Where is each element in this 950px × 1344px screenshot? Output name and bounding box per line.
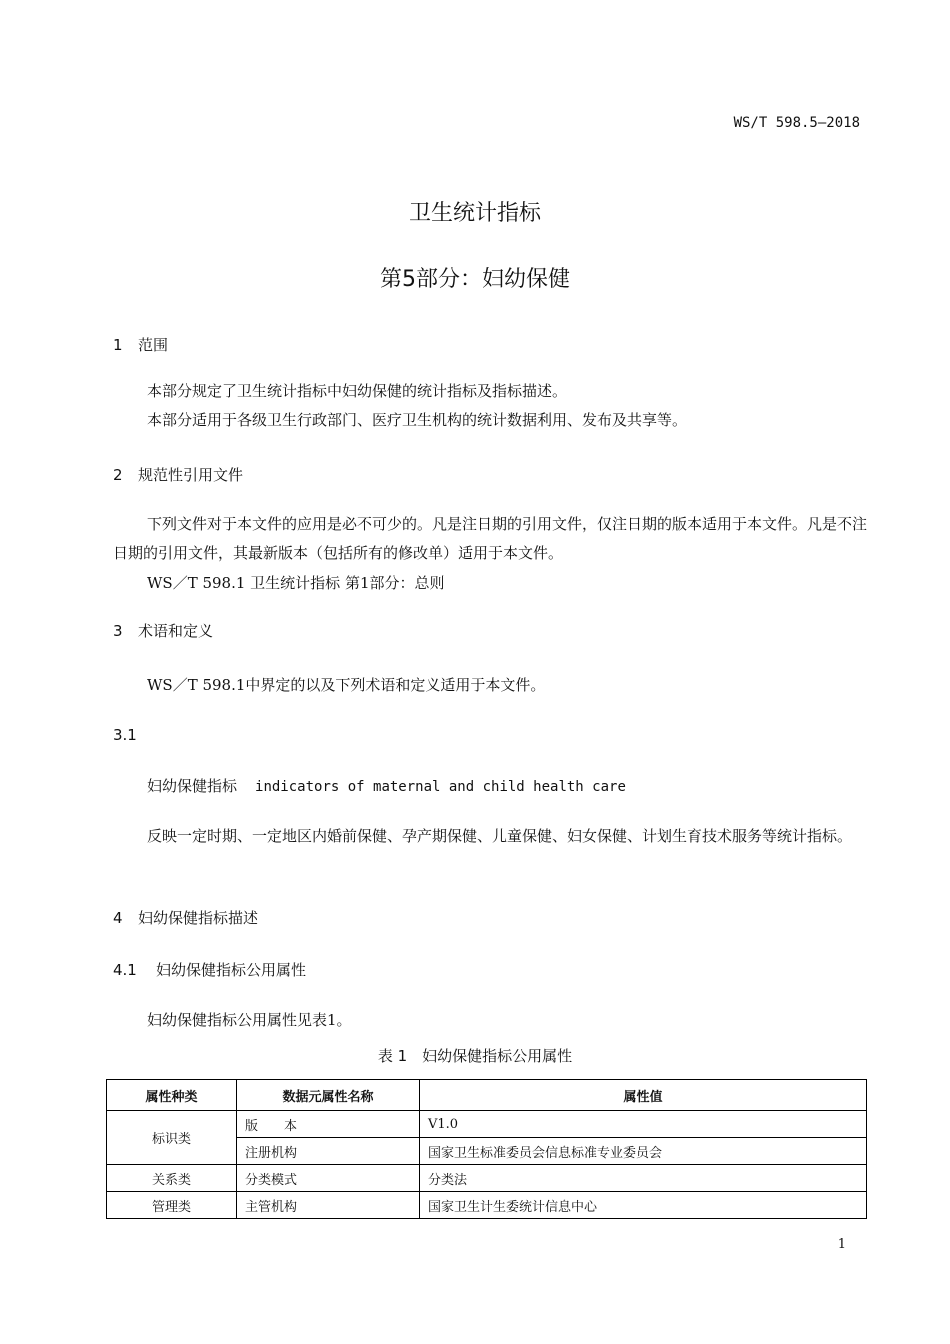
table-row: [107, 1165, 867, 1192]
section-number: 3: [113, 622, 123, 640]
attributes-table: [106, 1079, 867, 1219]
attribute-category: 关系类: [107, 1165, 237, 1192]
subsection-4-1-heading: [113, 959, 306, 980]
attribute-category: 管理类: [107, 1192, 237, 1219]
attribute-value: 国家卫生标准委员会信息标准专业委员会: [420, 1138, 867, 1165]
table-header-row: [107, 1080, 867, 1111]
attribute-name: 主管机构: [237, 1192, 420, 1219]
term-chinese: 妇幼保健指标: [147, 777, 238, 795]
section-number: 2: [113, 466, 123, 484]
table-row: [107, 1192, 867, 1219]
section-2-heading: [113, 464, 243, 485]
table-row: [107, 1111, 867, 1138]
section-number: 1: [113, 336, 123, 354]
attribute-value: 国家卫生计生委统计信息中心: [420, 1192, 867, 1219]
subsection-3-1-number: 3.1: [113, 726, 137, 744]
attribute-category: 标识类: [107, 1111, 237, 1165]
document-subtitle: 第5部分：妇幼保健: [380, 267, 570, 292]
section-title: 范围: [138, 336, 169, 354]
attribute-value: V1.0: [420, 1111, 867, 1138]
section-title: 妇幼保健指标描述: [138, 909, 259, 927]
page-number: 1: [837, 1237, 846, 1252]
term-definition: 反映一定时期、一定地区内婚前保健、孕产期保健、儿童保健、妇女保健、计划生育技术服务等统计指标。: [147, 827, 853, 845]
section-title: 规范性引用文件: [138, 466, 244, 484]
term-english: indicators of maternal and child health care: [255, 779, 626, 795]
section-1-heading: [113, 334, 168, 355]
section-2-paragraph-1: 下列文件对于本文件的应用是必不可少的。凡是注日期的引用文件，仅注日期的版本适用于本文件。凡是不注日期的引用文件，其最新版本（包括所有的修改单）适用于本文件。: [113, 515, 868, 562]
section-3-paragraph-1: WS／T 598.1中界定的以及下列术语和定义适用于本文件。: [147, 676, 546, 694]
section-4-heading: [113, 907, 258, 928]
attribute-name: 注册机构: [237, 1138, 420, 1165]
attribute-name: 分类模式: [237, 1165, 420, 1192]
section-title: 术语和定义: [138, 622, 214, 640]
attribute-name: 版 本: [237, 1111, 420, 1138]
section-4-paragraph-1: 妇幼保健指标公用属性见表1。: [147, 1011, 352, 1029]
section-1-paragraph-2: 本部分适用于各级卫生行政部门、医疗卫生机构的统计数据利用、发布及共享等。: [147, 411, 688, 429]
section-3-heading: [113, 620, 213, 641]
document-title: 卫生统计指标: [408, 201, 541, 226]
table-caption: 表 1 妇幼保健指标公用属性: [377, 1047, 573, 1065]
section-number: 4: [113, 909, 123, 927]
column-header: 属性值: [420, 1080, 867, 1111]
normative-reference: WS／T 598.1 卫生统计指标 第1部分：总则: [147, 574, 445, 592]
column-header: 属性种类: [107, 1080, 237, 1111]
section-1-paragraph-1: 本部分规定了卫生统计指标中妇幼保健的统计指标及指标描述。: [147, 382, 568, 400]
attribute-value: 分类法: [420, 1165, 867, 1192]
subsection-title: 妇幼保健指标公用属性: [156, 961, 307, 979]
standard-code: WS/T 598.5—2018: [733, 115, 860, 131]
column-header: 数据元属性名称: [237, 1080, 420, 1111]
term-entry: [147, 775, 626, 796]
subsection-number: 4.1: [113, 961, 137, 979]
